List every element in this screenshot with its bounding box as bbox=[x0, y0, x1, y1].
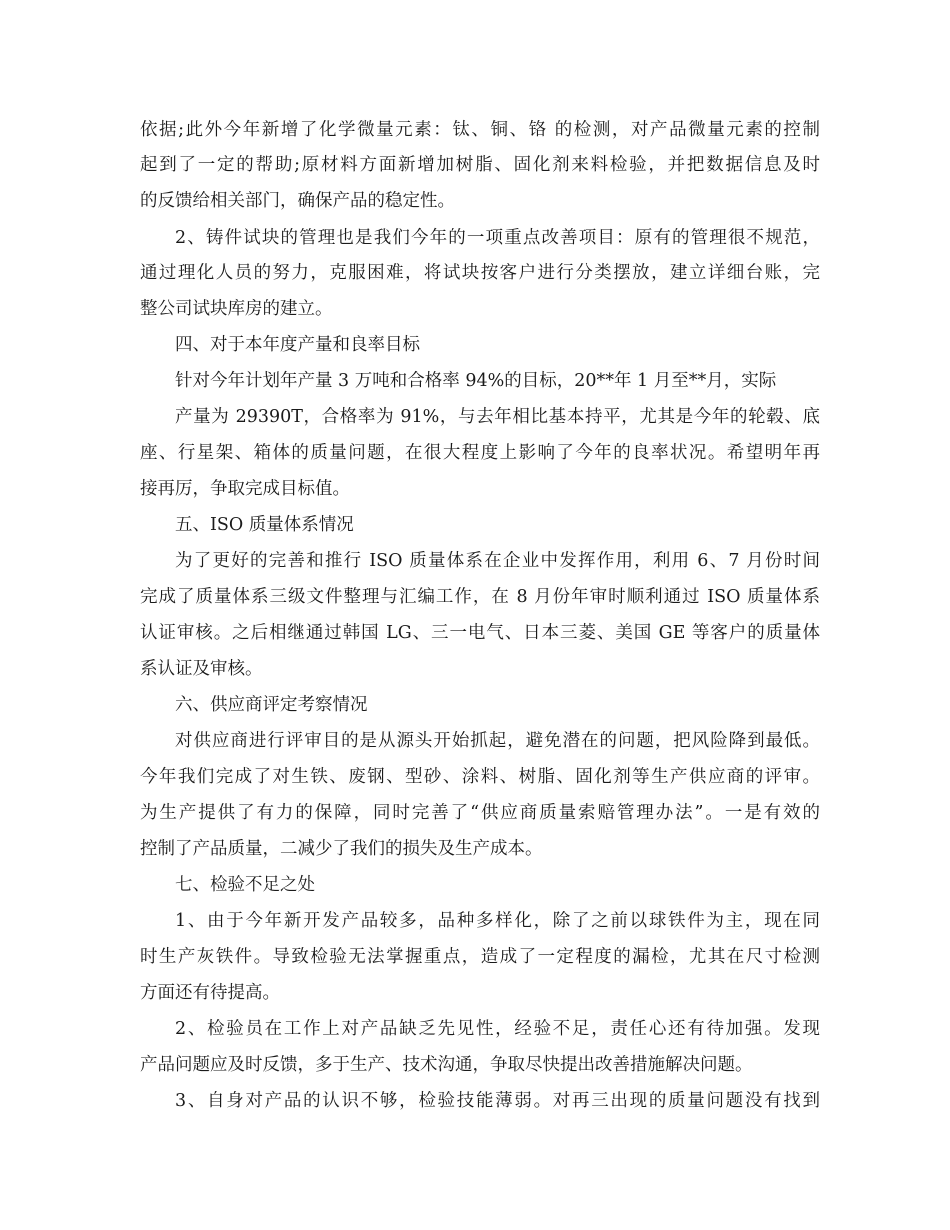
paragraph-line: 完成了质量体系三级文件整理与汇编工作，在 8 月份年审时顺利通过 ISO 质量体系 bbox=[140, 587, 820, 607]
paragraph-line: 2、检验员在工作上对产品缺乏先见性，经验不足，责任心还有待加强。发现 bbox=[175, 1019, 820, 1039]
paragraph-line: 3、自身对产品的认识不够，检验技能薄弱。对再三出现的质量问题没有找到 bbox=[175, 1091, 820, 1111]
paragraph-line: 2、铸件试块的管理也是我们今年的一项重点改善项目：原有的管理很不规范， bbox=[175, 228, 820, 248]
paragraph-line: 起到了一定的帮助;原材料方面新增加树脂、固化剂来料检验，并把数据信息及时 bbox=[140, 155, 820, 175]
paragraph-line: 接再厉，争取完成目标值。 bbox=[140, 479, 350, 499]
paragraph-line: 时生产灰铁件。导致检验无法掌握重点，造成了一定程度的漏检，尤其在尺寸检测 bbox=[140, 947, 820, 967]
section-heading: 六、供应商评定考察情况 bbox=[175, 695, 368, 715]
paragraph-line: 对供应商进行评审目的是从源头开始抓起，避免潜在的问题，把风险降到最低。 bbox=[175, 731, 820, 751]
paragraph-line: 通过理化人员的努力，克服困难，将试块按客户进行分类摆放，建立详细台账，完 bbox=[140, 263, 820, 283]
paragraph-line: 系认证及审核。 bbox=[140, 659, 263, 679]
paragraph-line: 针对今年计划年产量 3 万吨和合格率 94%的目标，20**年 1 月至**月，实际 bbox=[175, 371, 777, 391]
paragraph-line: 认证审核。之后相继通过韩国 LG、三一电气、日本三菱、美国 GE 等客户的质量体 bbox=[140, 623, 820, 643]
paragraph-line: 为了更好的完善和推行 ISO 质量体系在企业中发挥作用，利用 6、7 月份时间 bbox=[175, 551, 820, 571]
paragraph-line: 整公司试块库房的建立。 bbox=[140, 299, 333, 319]
section-heading: 四、对于本年度产量和良率目标 bbox=[175, 335, 420, 355]
paragraph-line: 今年我们完成了对生铁、废钢、型砂、涂料、树脂、固化剂等生产供应商的评审。 bbox=[140, 767, 820, 787]
paragraph-line: 座、行星架、箱体的质量问题，在很大程度上影响了今年的良率状况。希望明年再 bbox=[140, 443, 820, 463]
paragraph-line: 控制了产品质量，二减少了我们的损失及生产成本。 bbox=[140, 839, 543, 859]
paragraph-line: 1、由于今年新开发产品较多，品种多样化，除了之前以球铁件为主，现在同 bbox=[175, 911, 820, 931]
paragraph-line: 产品问题应及时反馈，多于生产、技术沟通，争取尽快提出改善措施解决问题。 bbox=[140, 1055, 753, 1075]
section-heading: 五、ISO 质量体系情况 bbox=[175, 515, 354, 535]
paragraph-line: 方面还有待提高。 bbox=[140, 983, 280, 1003]
paragraph-line: 产量为 29390T，合格率为 91%，与去年相比基本持平，尤其是今年的轮毂、底 bbox=[175, 407, 820, 427]
paragraph-line: 依据;此外今年新增了化学微量元素：钛、铜、铬 的检测，对产品微量元素的控制 bbox=[140, 120, 820, 140]
paragraph-line: 为生产提供了有力的保障，同时完善了“供应商质量索赔管理办法”。一是有效的 bbox=[140, 803, 820, 823]
section-heading: 七、检验不足之处 bbox=[175, 875, 315, 895]
paragraph-line: 的反馈给相关部门，确保产品的稳定性。 bbox=[140, 191, 455, 211]
